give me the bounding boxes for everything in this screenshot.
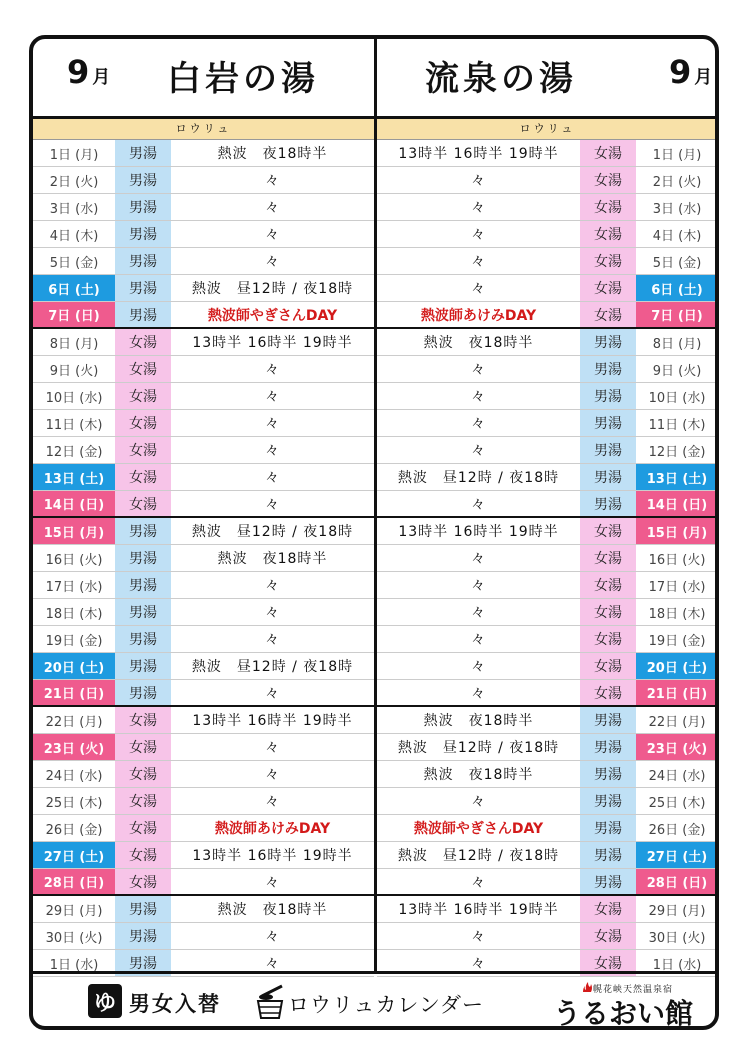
- left-table-row: [33, 221, 374, 248]
- bath-gender-cell: 女湯: [580, 518, 636, 544]
- bath-gender-cell: 男湯: [580, 869, 636, 894]
- left-table-row: [33, 194, 374, 221]
- bath-gender-cell: 女湯: [580, 653, 636, 679]
- bath-gender-cell: 女湯: [580, 626, 636, 652]
- date-cell: 26日 (金): [648, 822, 706, 838]
- bath-gender-cell: 男湯: [115, 572, 171, 598]
- bath-gender-cell: 男湯: [580, 815, 636, 841]
- left-table-row: [33, 356, 374, 383]
- bath-gender-cell: 女湯: [580, 680, 636, 705]
- right-table-row: [377, 653, 718, 680]
- roulyu-schedule-cell: 々: [471, 551, 486, 567]
- roulyu-schedule-cell: 々: [471, 389, 486, 405]
- date-cell: 6日 (土): [636, 275, 718, 301]
- roulyu-schedule-cell: 々: [471, 443, 486, 459]
- bath-gender-cell: 男湯: [580, 356, 636, 382]
- left-table-row: [33, 410, 374, 437]
- left-bath-name: 白岩の湯: [167, 59, 319, 99]
- bath-gender-cell: 女湯: [580, 194, 636, 220]
- date-cell: 29日 (月): [648, 903, 706, 919]
- right-table-row: [377, 464, 718, 491]
- date-cell: 7日 (日): [636, 302, 718, 327]
- date-cell: 5日 (金): [49, 255, 99, 271]
- date-cell: 3日 (水): [49, 201, 99, 217]
- right-table-row: [377, 383, 718, 410]
- date-cell: 17日 (水): [45, 579, 103, 595]
- bath-gender-cell: 女湯: [580, 167, 636, 193]
- calendar-title: ロウリュカレンダー: [288, 993, 485, 1017]
- right-bath-name: 流泉の湯: [425, 59, 577, 99]
- left-table-row: [33, 896, 374, 923]
- bath-gender-cell: 女湯: [580, 302, 636, 327]
- roulyu-schedule-cell: 々: [265, 173, 280, 189]
- left-table-row: [33, 518, 374, 545]
- left-table-row: [33, 761, 374, 788]
- left-table-row: [33, 653, 374, 680]
- left-rows: [33, 140, 374, 977]
- roulyu-schedule-cell: 々: [471, 416, 486, 432]
- date-cell: 22日 (月): [648, 714, 706, 730]
- right-table-row: [377, 518, 718, 545]
- roulyu-schedule-cell: 熱波 昼12時 / 夜18時: [397, 740, 560, 756]
- bath-gender-cell: 女湯: [115, 383, 171, 409]
- roulyu-schedule-cell: 々: [265, 389, 280, 405]
- roulyu-schedule-cell: 々: [265, 632, 280, 648]
- date-cell: 1日 (月): [49, 147, 99, 163]
- bath-gender-cell: 男湯: [580, 761, 636, 787]
- left-schedule: [33, 119, 374, 977]
- left-table-row: [33, 491, 374, 518]
- bath-gender-cell: 男湯: [115, 275, 171, 301]
- date-cell: 11日 (木): [45, 417, 103, 433]
- roulyu-schedule-cell: 13時半 16時半 19時半: [398, 524, 559, 540]
- right-table-row: [377, 437, 718, 464]
- date-cell: 4日 (木): [652, 228, 702, 244]
- roulyu-schedule-cell: 々: [471, 227, 486, 243]
- date-cell: 2日 (火): [652, 174, 702, 190]
- date-cell: 13日 (土): [33, 464, 115, 490]
- date-cell: 18日 (木): [45, 606, 103, 622]
- bath-gender-cell: 女湯: [580, 275, 636, 301]
- left-table-row: [33, 815, 374, 842]
- right-table-row: [377, 275, 718, 302]
- left-table-row: [33, 329, 374, 356]
- roulyu-schedule-cell: 々: [265, 685, 280, 702]
- bath-gender-cell: 男湯: [115, 680, 171, 705]
- date-cell: 26日 (金): [45, 822, 103, 838]
- date-cell: 16日 (火): [45, 552, 103, 568]
- bath-gender-cell: 男湯: [115, 896, 171, 922]
- date-cell: 1日 (水): [652, 957, 702, 973]
- bath-gender-cell: 男湯: [115, 950, 171, 976]
- date-cell: 28日 (日): [636, 869, 718, 894]
- date-cell: 20日 (土): [33, 653, 115, 679]
- right-table-row: [377, 140, 718, 167]
- roulyu-schedule-cell: 13時半 16時半 19時半: [192, 335, 353, 351]
- date-cell: 21日 (日): [33, 680, 115, 705]
- roulyu-schedule-cell: 々: [471, 173, 486, 189]
- bath-gender-cell: 男湯: [580, 788, 636, 814]
- left-table-row: [33, 464, 374, 491]
- date-cell: 29日 (月): [45, 903, 103, 919]
- bath-gender-cell: 男湯: [115, 248, 171, 274]
- roulyu-schedule-cell: 13時半 16時半 19時半: [192, 848, 353, 864]
- date-cell: 1日 (水): [49, 957, 99, 973]
- left-table-row: [33, 707, 374, 734]
- date-cell: 7日 (日): [33, 302, 115, 327]
- roulyu-schedule-cell: 々: [471, 794, 486, 810]
- bath-gender-cell: 女湯: [580, 896, 636, 922]
- right-table-row: [377, 680, 718, 707]
- right-table-row: [377, 491, 718, 518]
- right-table-row: [377, 194, 718, 221]
- roulyu-schedule-cell: 熱波師やぎさんDAY: [207, 307, 338, 324]
- bath-gender-cell: 男湯: [115, 653, 171, 679]
- bath-gender-cell: 男湯: [115, 302, 171, 327]
- roulyu-schedule-cell: 々: [265, 416, 280, 432]
- bath-gender-cell: 女湯: [115, 707, 171, 733]
- roulyu-schedule-cell: 々: [265, 956, 280, 972]
- roulyu-schedule-cell: 々: [471, 659, 486, 675]
- right-table-row: [377, 626, 718, 653]
- date-cell: 15日 (月): [33, 518, 115, 544]
- bucket-ladle-icon: [254, 984, 286, 1020]
- bath-gender-cell: 男湯: [115, 599, 171, 625]
- right-table-row: [377, 248, 718, 275]
- bath-gender-cell: 男湯: [580, 842, 636, 868]
- right-table-row: [377, 599, 718, 626]
- date-cell: 30日 (火): [45, 930, 103, 946]
- date-cell: 27日 (土): [636, 842, 718, 868]
- date-cell: 10日 (水): [648, 390, 706, 406]
- roulyu-schedule-cell: 熱波 夜18時半: [423, 335, 534, 351]
- left-table-row: [33, 248, 374, 275]
- roulyu-schedule-cell: 々: [471, 685, 486, 702]
- date-cell: 14日 (日): [636, 491, 718, 516]
- left-table-row: [33, 302, 374, 329]
- right-table-row: [377, 869, 718, 896]
- roulyu-schedule-cell: 々: [265, 470, 280, 486]
- left-table-row: [33, 923, 374, 950]
- right-table-row: [377, 356, 718, 383]
- roulyu-schedule-cell: 熱波師やぎさんDAY: [413, 821, 544, 837]
- right-table-row: [377, 842, 718, 869]
- bath-gender-cell: 女湯: [115, 761, 171, 787]
- right-table-row: [377, 815, 718, 842]
- left-table-row: [33, 437, 374, 464]
- roulyu-schedule-cell: 熱波 夜18時半: [217, 146, 328, 162]
- right-rows: [377, 140, 718, 977]
- bath-gender-cell: 女湯: [580, 572, 636, 598]
- brand-subtitle: 幌花峡天然温泉宿: [593, 985, 674, 995]
- bath-gender-cell: 男湯: [115, 626, 171, 652]
- bath-gender-cell: 女湯: [115, 869, 171, 894]
- center-divider: [374, 39, 377, 971]
- roulyu-schedule-cell: 々: [265, 254, 280, 270]
- date-cell: 23日 (火): [33, 734, 115, 760]
- date-cell: 3日 (水): [652, 201, 702, 217]
- bath-gender-cell: 女湯: [115, 329, 171, 355]
- date-cell: 27日 (土): [33, 842, 115, 868]
- right-table-row: [377, 329, 718, 356]
- left-table-row: [33, 383, 374, 410]
- left-table-row: [33, 545, 374, 572]
- left-table-row: [33, 788, 374, 815]
- bath-gender-cell: 女湯: [115, 842, 171, 868]
- right-month: 9 月: [669, 53, 713, 91]
- roulyu-schedule-cell: 13時半 16時半 19時半: [398, 146, 559, 162]
- roulyu-schedule-cell: 々: [471, 929, 486, 945]
- right-table-row: [377, 734, 718, 761]
- roulyu-schedule-cell: 々: [265, 200, 280, 216]
- bath-gender-cell: 男湯: [115, 194, 171, 220]
- calendar-frame: [29, 35, 719, 1030]
- right-table-row: [377, 896, 718, 923]
- right-table-row: [377, 788, 718, 815]
- roulyu-schedule-cell: 熱波 夜18時半: [423, 767, 534, 783]
- left-table-row: [33, 734, 374, 761]
- right-table-row: [377, 923, 718, 950]
- date-cell: 19日 (金): [648, 633, 706, 649]
- bath-gender-cell: 女湯: [115, 356, 171, 382]
- bath-gender-cell: 男湯: [580, 410, 636, 436]
- right-table-row: [377, 221, 718, 248]
- right-table-row: [377, 761, 718, 788]
- bath-gender-cell: 男湯: [580, 734, 636, 760]
- date-cell: 20日 (土): [636, 653, 718, 679]
- roulyu-schedule-cell: 熱波 夜18時半: [423, 713, 534, 729]
- date-cell: 13日 (土): [636, 464, 718, 490]
- roulyu-schedule-cell: 々: [265, 362, 280, 378]
- bath-gender-cell: 女湯: [580, 923, 636, 949]
- hot-spring-icon: [581, 979, 593, 993]
- date-cell: 4日 (木): [49, 228, 99, 244]
- right-schedule: [377, 119, 718, 977]
- left-table-row: [33, 626, 374, 653]
- bath-gender-cell: 女湯: [115, 437, 171, 463]
- left-table-row: [33, 275, 374, 302]
- calendar-footer: [33, 971, 715, 1030]
- left-table-row: [33, 572, 374, 599]
- roulyu-schedule-cell: 々: [265, 740, 280, 756]
- roulyu-schedule-cell: 々: [265, 605, 280, 621]
- roulyu-schedule-cell: 々: [471, 605, 486, 621]
- date-cell: 5日 (金): [652, 255, 702, 271]
- roulyu-schedule-cell: 々: [471, 362, 486, 378]
- date-cell: 24日 (水): [45, 768, 103, 784]
- roulyu-schedule-cell: 熱波 昼12時 / 夜18時: [191, 281, 354, 297]
- bath-gender-cell: 男湯: [115, 221, 171, 247]
- bath-gender-cell: 男湯: [580, 707, 636, 733]
- date-cell: 19日 (金): [45, 633, 103, 649]
- bath-gender-cell: 男湯: [115, 167, 171, 193]
- roulyu-schedule-cell: 熱波 昼12時 / 夜18時: [191, 659, 354, 675]
- bath-gender-cell: 男湯: [580, 329, 636, 355]
- roulyu-schedule-cell: 々: [471, 496, 486, 513]
- roulyu-schedule-cell: 々: [265, 767, 280, 783]
- roulyu-schedule-cell: 熱波 夜18時半: [217, 551, 328, 567]
- date-cell: 15日 (月): [636, 518, 718, 544]
- roulyu-schedule-cell: 熱波 夜18時半: [217, 902, 328, 918]
- swap-title: 男女入替: [129, 992, 221, 1016]
- date-cell: 12日 (金): [45, 444, 103, 460]
- roulyu-schedule-cell: 々: [471, 281, 486, 297]
- bath-gender-cell: 女湯: [580, 248, 636, 274]
- roulyu-schedule-cell: 々: [265, 794, 280, 810]
- date-cell: 28日 (日): [33, 869, 115, 894]
- left-table-row: [33, 599, 374, 626]
- roulyu-schedule-cell: 々: [471, 578, 486, 594]
- left-roulyu-label: ロウリュ: [33, 119, 374, 140]
- right-table-row: [377, 302, 718, 329]
- left-table-row: [33, 842, 374, 869]
- date-cell: 8日 (月): [652, 336, 702, 352]
- bath-gender-cell: 男湯: [580, 464, 636, 490]
- roulyu-schedule-cell: 々: [265, 443, 280, 459]
- bath-gender-cell: 女湯: [115, 734, 171, 760]
- roulyu-schedule-cell: 々: [471, 956, 486, 972]
- date-cell: 1日 (月): [652, 147, 702, 163]
- bath-gender-cell: 男湯: [115, 923, 171, 949]
- bath-gender-cell: 女湯: [580, 950, 636, 976]
- right-roulyu-label: ロウリュ: [377, 119, 718, 140]
- date-cell: 9日 (火): [49, 363, 99, 379]
- date-cell: 11日 (木): [648, 417, 706, 433]
- date-cell: 21日 (日): [636, 680, 718, 705]
- date-cell: 23日 (火): [636, 734, 718, 760]
- bath-gender-cell: 女湯: [115, 815, 171, 841]
- date-cell: 10日 (水): [45, 390, 103, 406]
- left-table-row: [33, 869, 374, 896]
- roulyu-schedule-cell: 熱波 昼12時 / 夜18時: [191, 524, 354, 540]
- bath-gender-cell: 女湯: [580, 140, 636, 166]
- right-table-row: [377, 410, 718, 437]
- left-month: 9 月: [67, 53, 111, 91]
- bath-gender-cell: 男湯: [580, 491, 636, 516]
- roulyu-schedule-cell: 13時半 16時半 19時半: [192, 713, 353, 729]
- roulyu-schedule-cell: 13時半 16時半 19時半: [398, 902, 559, 918]
- right-table-row: [377, 707, 718, 734]
- roulyu-schedule-cell: 々: [471, 874, 486, 891]
- roulyu-schedule-cell: 々: [265, 929, 280, 945]
- bath-gender-cell: 男湯: [115, 518, 171, 544]
- date-cell: 9日 (火): [652, 363, 702, 379]
- roulyu-schedule-cell: 々: [265, 578, 280, 594]
- bath-gender-cell: 女湯: [115, 410, 171, 436]
- roulyu-schedule-cell: 々: [471, 632, 486, 648]
- date-cell: 18日 (木): [648, 606, 706, 622]
- left-table-row: [33, 140, 374, 167]
- date-cell: 6日 (土): [33, 275, 115, 301]
- yu-bath-logo-icon: ゆ: [88, 984, 122, 1018]
- roulyu-schedule-cell: 々: [265, 874, 280, 891]
- bath-gender-cell: 女湯: [580, 545, 636, 571]
- date-cell: 30日 (火): [648, 930, 706, 946]
- bath-gender-cell: 女湯: [115, 491, 171, 516]
- date-cell: 25日 (木): [45, 795, 103, 811]
- bath-gender-cell: 女湯: [115, 788, 171, 814]
- bath-gender-cell: 男湯: [115, 140, 171, 166]
- roulyu-schedule-cell: 々: [471, 254, 486, 270]
- left-table-row: [33, 680, 374, 707]
- date-cell: 16日 (火): [648, 552, 706, 568]
- bath-gender-cell: 男湯: [580, 437, 636, 463]
- roulyu-schedule-cell: 熱波 昼12時 / 夜18時: [397, 848, 560, 864]
- date-cell: 8日 (月): [49, 336, 99, 352]
- right-table-row: [377, 572, 718, 599]
- date-cell: 22日 (月): [45, 714, 103, 730]
- roulyu-schedule-cell: 熱波 昼12時 / 夜18時: [397, 470, 560, 486]
- bath-gender-cell: 女湯: [115, 464, 171, 490]
- date-cell: 14日 (日): [33, 491, 115, 516]
- roulyu-schedule-cell: 々: [265, 227, 280, 243]
- left-table-row: [33, 167, 374, 194]
- bath-gender-cell: 女湯: [580, 221, 636, 247]
- roulyu-schedule-cell: 々: [265, 496, 280, 513]
- bath-gender-cell: 男湯: [580, 383, 636, 409]
- roulyu-schedule-cell: 々: [471, 200, 486, 216]
- date-cell: 12日 (金): [648, 444, 706, 460]
- bath-gender-cell: 男湯: [115, 545, 171, 571]
- date-cell: 17日 (水): [648, 579, 706, 595]
- roulyu-schedule-cell: 熱波師あけみDAY: [214, 821, 331, 837]
- date-cell: 24日 (水): [648, 768, 706, 784]
- date-cell: 2日 (火): [49, 174, 99, 190]
- right-table-row: [377, 545, 718, 572]
- date-cell: 25日 (木): [648, 795, 706, 811]
- bath-gender-cell: 女湯: [580, 599, 636, 625]
- right-table-row: [377, 167, 718, 194]
- brand-logo: うるおい館: [553, 997, 694, 1030]
- roulyu-schedule-cell: 熱波師あけみDAY: [420, 307, 537, 324]
